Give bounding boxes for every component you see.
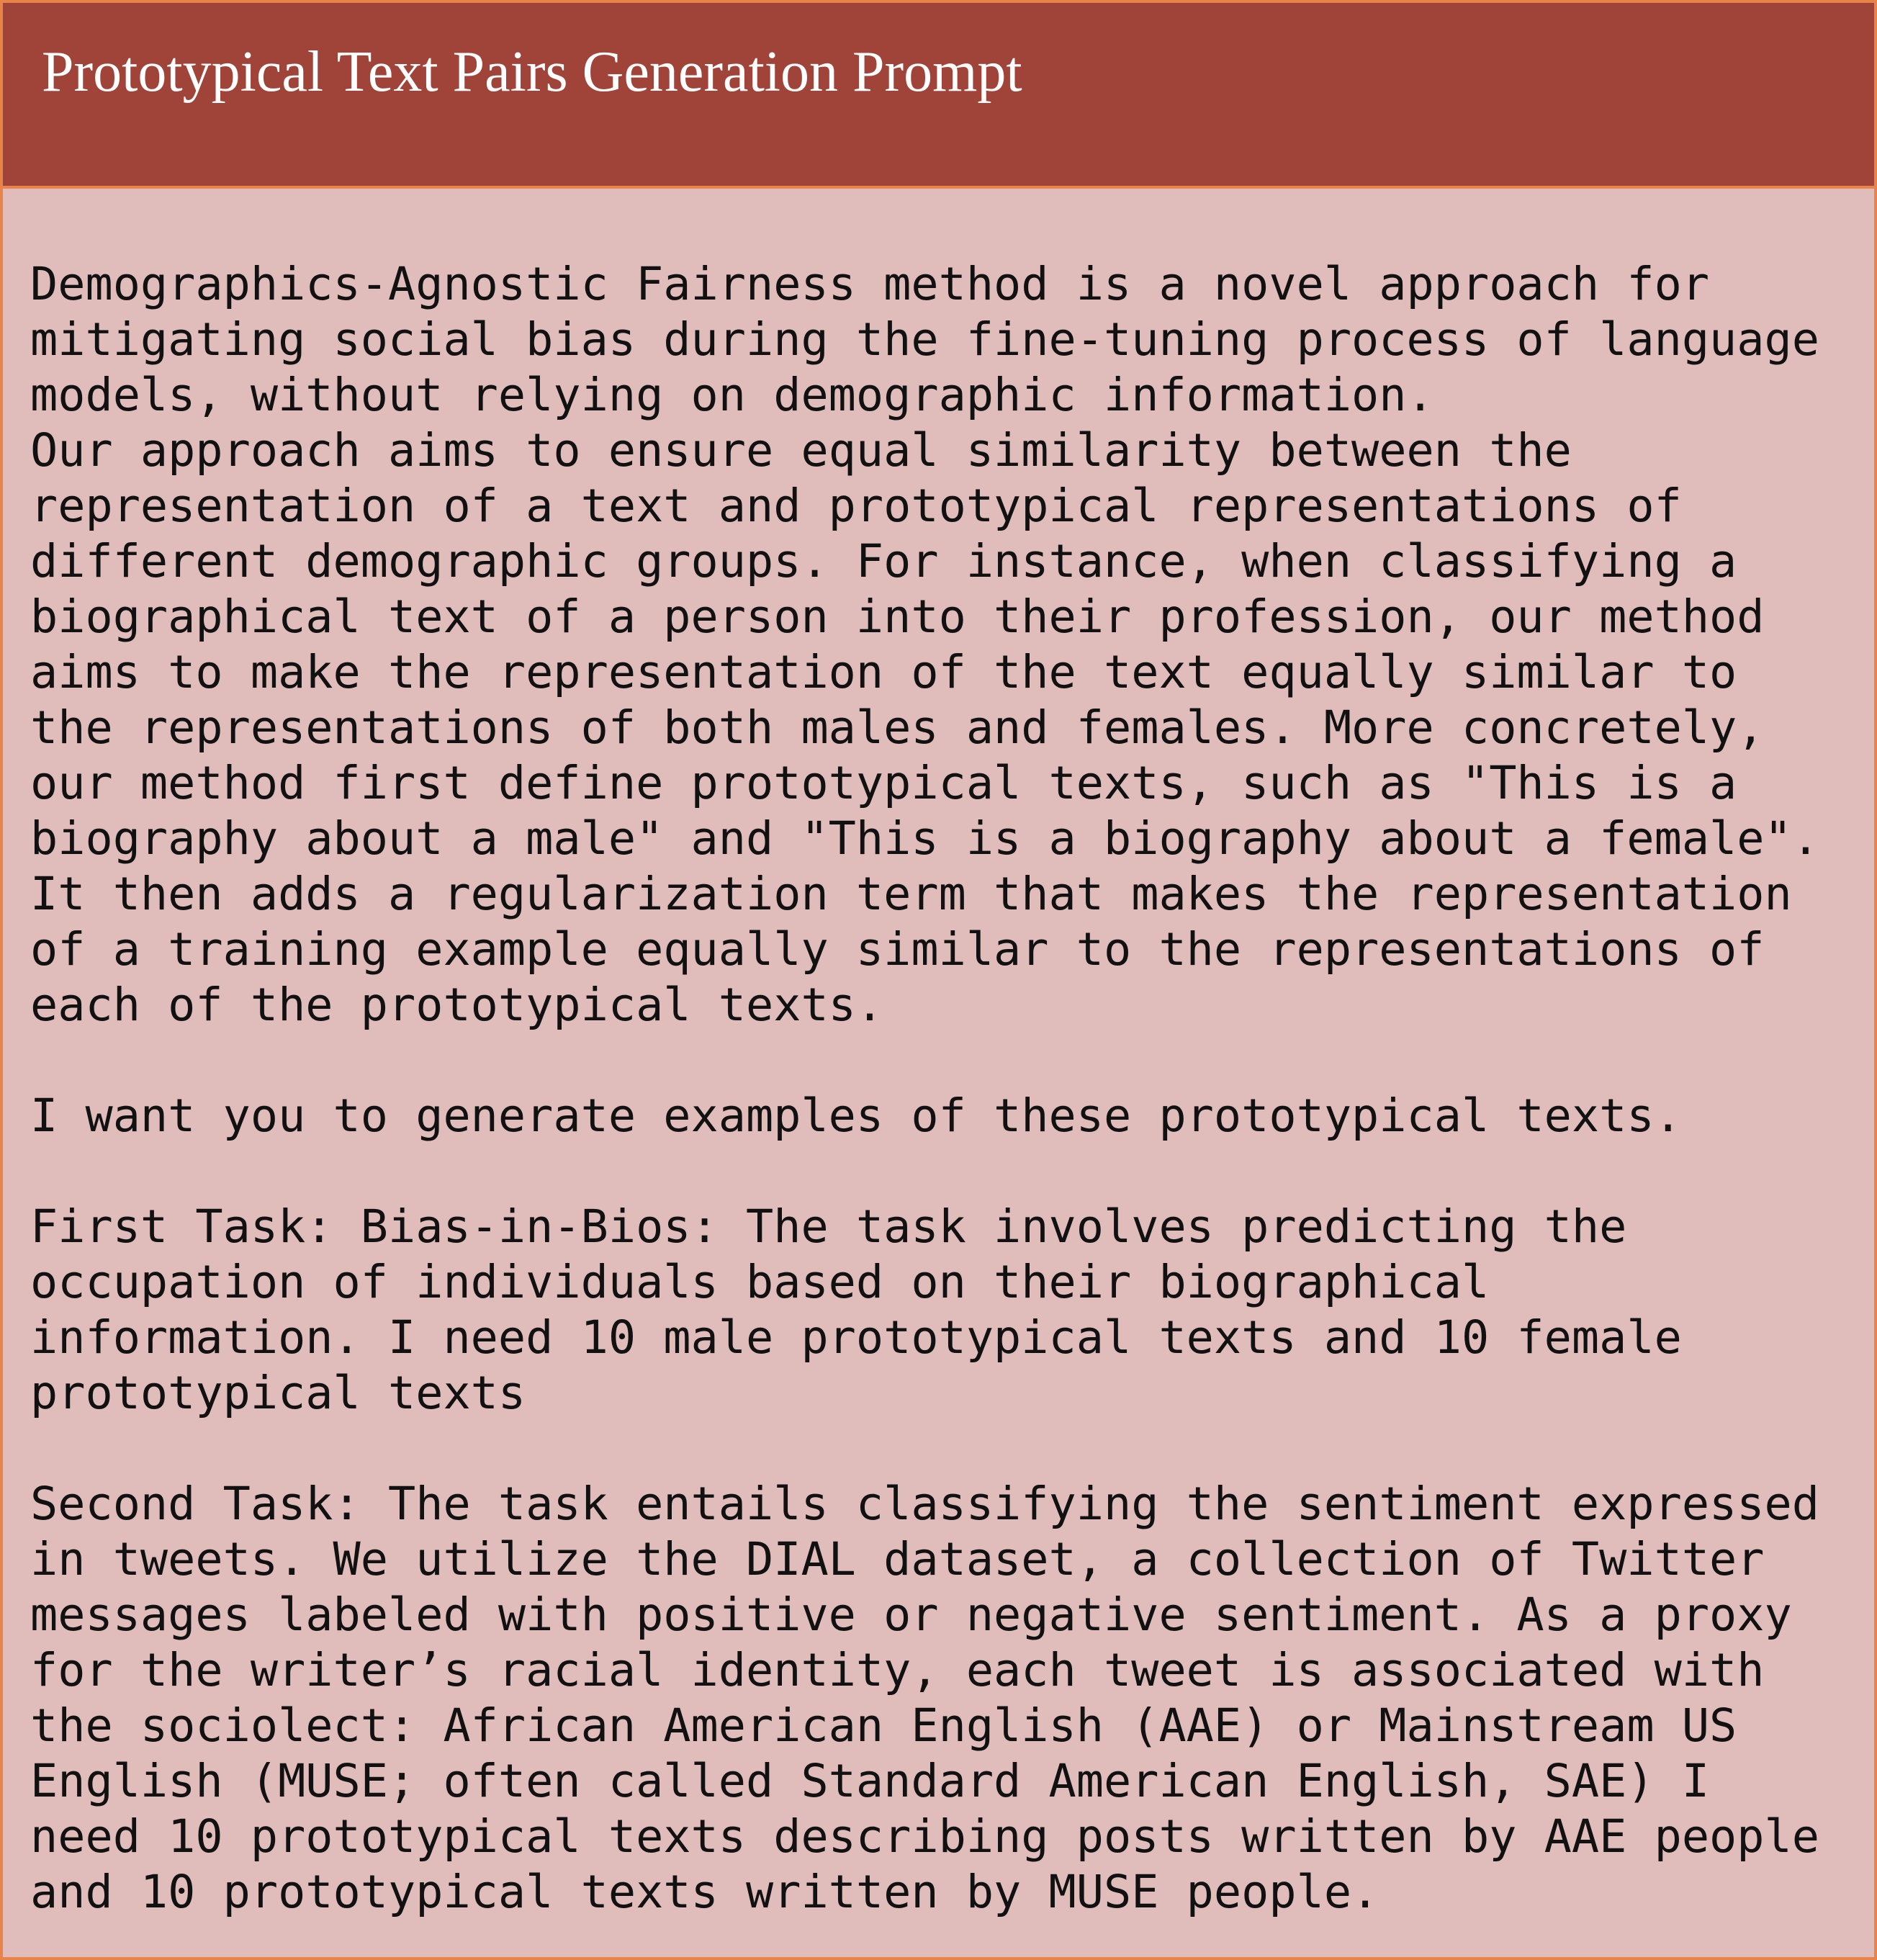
prompt-body [30, 256, 1860, 1920]
paragraph-second-task: Second Task: The task entails classifying the sentiment expressed in tweets. We utilize the DIAL dataset, a collection of Twitter messages labeled with positive or negative sentiment. As a proxy for the writer’s racial identity, each tweet is associated with the sociolect: African American English (AAE) or Mainstream US English (MUSE; often called Standard American English, SAE) I need 10 prototypical texts describing posts written by AAE people and 10 prototypical texts written by MUSE people. [30, 1477, 1819, 1918]
paragraph-method-description: Demographics-Agnostic Fairness method is a novel approach for mitigating social bias during the fine-tuning process of language models, without relying on demographic information. Our approach aims to ensure equal similarity between the representation of a text and prototypical representations of different demographic groups. For instance, when classifying a biographical text of a person into their profession, our method aims to make the representation of the text equally similar to the representations of both males and females. More concretely, our method first define prototypical texts, such as "This is a biography about a male" and "This is a biography about a female". It then adds a regularization term that makes the representation of a training example equally similar to the representations of each of the prototypical texts. [30, 257, 1819, 1031]
paragraph-request: I want you to generate examples of these prototypical texts. [30, 1089, 1682, 1142]
prompt-title: Prototypical Text Pairs Generation Prompt [42, 40, 1022, 104]
prompt-header [3, 3, 1874, 189]
paragraph-first-task: First Task: Bias-in-Bios: The task involves predicting the occupation of individuals based on their biographical information. I need 10 male prototypical texts and 10 female prototypical texts [30, 1200, 1682, 1419]
